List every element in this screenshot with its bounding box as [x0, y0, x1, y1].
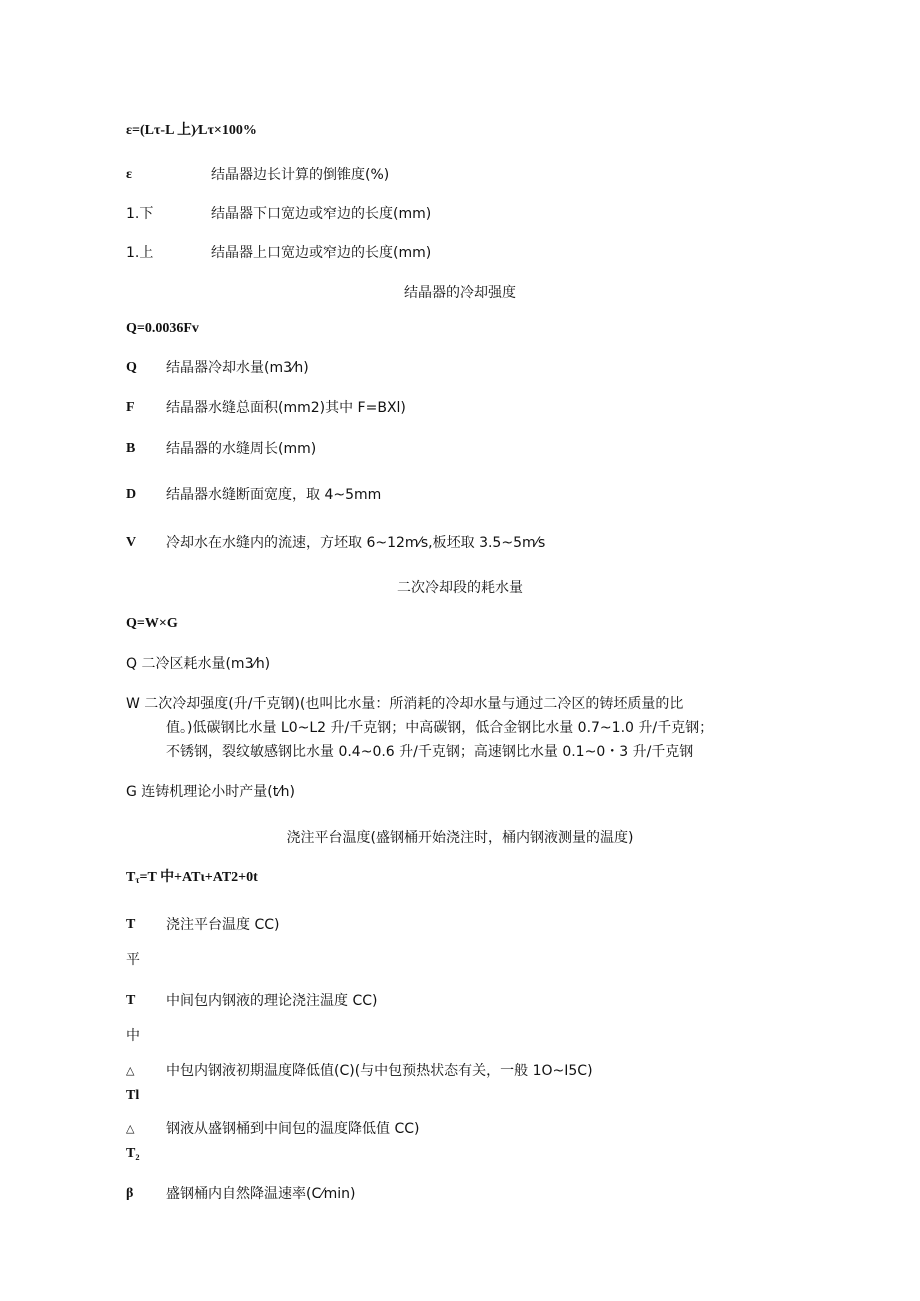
- var-symbol-t-middle: T: [126, 993, 136, 1008]
- delta-icon: △: [126, 1122, 135, 1135]
- var-definition-epsilon: 结晶器边长计算的倒锥度(%): [211, 167, 390, 183]
- var-definition-v: 冷却水在水缝内的流速，方坯取 6~12m⁄s,板坯取 3.5~5m⁄s: [166, 535, 546, 551]
- var-definition-w-line3: 不锈钢，裂纹敏感钢比水量 0.4~0.6 升/千克钢；高速钢比水量 0.1~0・3 升/千克钢: [166, 744, 694, 760]
- formula-t-subscript: τ: [135, 875, 140, 885]
- var-symbol-lower: 1.下: [126, 206, 154, 222]
- var-definition-delta-t1: 中包内钢液初期温度降低值(C)(与中包预热状态有关，一般 1O~I5C): [166, 1063, 593, 1079]
- var-definition-f: 结晶器水缝总面积(mm2)其中 F=BXl): [166, 400, 406, 416]
- var-definition-upper: 结晶器上口宽边或窄边的长度(mm): [211, 245, 432, 261]
- var-definition-q: 结晶器冷却水量(m3⁄h): [166, 360, 309, 376]
- section-heading-mold-cooling: 结晶器的冷却强度: [404, 285, 516, 301]
- mold-cooling-formula: Q=0.0036Fv: [126, 321, 199, 336]
- var-definition-lower: 结晶器下口宽边或窄边的长度(mm): [211, 206, 432, 222]
- formula-rest: =T 中+ATι+AT2+0t: [139, 870, 258, 885]
- var-symbol-epsilon: ε: [126, 167, 132, 182]
- platform-temperature-formula: [126, 869, 258, 889]
- var-definition-t-middle: 中间包内钢液的理论浇注温度 CC): [166, 993, 378, 1009]
- var-definition-d: 结晶器水缝断面宽度，取 4~5mm: [166, 487, 382, 503]
- var-symbol-b: B: [126, 441, 136, 456]
- var-definition-q-secondary: Q 二冷区耗水量(m3⁄h): [126, 656, 271, 672]
- secondary-cooling-formula: Q=W×G: [126, 616, 178, 631]
- var-symbol-v: V: [126, 535, 137, 550]
- var-symbol-beta: β: [126, 1186, 134, 1201]
- section-heading-platform-temperature: 浇注平台温度(盛钢桶开始浇注时，桶内钢液测量的温度): [286, 830, 634, 846]
- var-symbol-t1-sub: Tl: [126, 1088, 140, 1103]
- var-definition-w-line1: W 二次冷却强度(升/千克钢)(也叫比水量：所消耗的冷却水量与通过二冷区的铸坯质量的比: [126, 696, 684, 712]
- section-heading-secondary-cooling: 二次冷却段的耗水量: [397, 580, 523, 596]
- var-symbol-q: Q: [126, 360, 137, 375]
- var-symbol-f: F: [126, 400, 135, 415]
- var-definition-beta: 盛钢桶内自然降温速率(C⁄min): [166, 1186, 356, 1202]
- var-symbol-t-middle-sub: 中: [126, 1028, 140, 1044]
- formula-t: T: [126, 870, 136, 885]
- var-symbol-t-platform: T: [126, 917, 136, 932]
- var-symbol-upper: 1.上: [126, 245, 154, 261]
- delta-icon: △: [126, 1064, 135, 1077]
- var-symbol-t2-sub: T₂: [126, 1146, 140, 1161]
- var-definition-w-line2: 值。)低碳钢比水量 L0~L2 升/千克钢；中高碳钢，低合金钢比水量 0.7~1.0 升/千克钢；: [166, 720, 714, 736]
- var-definition-t-platform: 浇注平台温度 CC): [166, 917, 280, 933]
- taper-formula: ε=(Lτ-L 上)⁄Lτ×100%: [126, 123, 257, 138]
- var-definition-b: 结晶器的水缝周长(mm): [166, 441, 317, 457]
- var-symbol-d: D: [126, 487, 137, 502]
- var-definition-g: G 连铸机理论小时产量(t⁄h): [126, 784, 295, 800]
- var-definition-delta-t2: 钢液从盛钢桶到中间包的温度降低值 CC): [166, 1121, 420, 1137]
- var-symbol-t-platform-sub: 平: [126, 952, 140, 968]
